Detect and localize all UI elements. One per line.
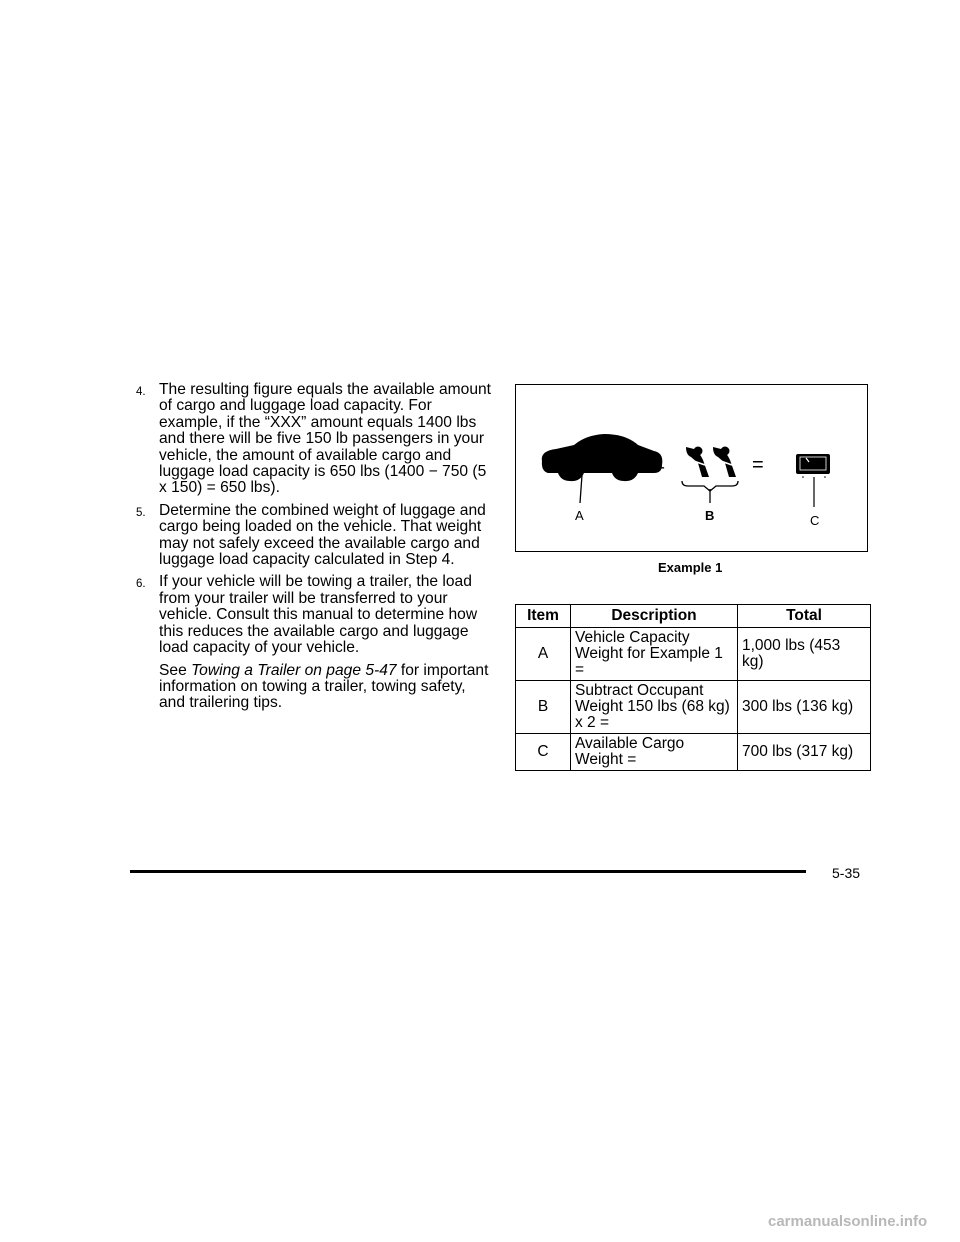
instructions-column — [136, 382, 492, 727]
equals-sign: = — [752, 454, 764, 476]
towing-reference-link[interactable]: Towing a Trailer on page 5-47 — [191, 661, 397, 679]
header-item: Item — [516, 605, 571, 628]
table-header-row — [516, 605, 871, 628]
label-b: B — [705, 508, 715, 523]
cargo-weight-table — [515, 604, 871, 771]
row-description: Subtract Occupant Weight 150 lbs (68 kg) x 2 = — [571, 681, 738, 734]
step-4 — [136, 382, 492, 497]
example-1-illustration — [515, 384, 868, 552]
row-total: 300 lbs (136 kg) — [738, 681, 871, 734]
see-suffix: for important information on towing a trailer, towing safety, and trailering tips. — [159, 661, 489, 712]
label-a: A — [575, 508, 584, 523]
row-description: Available Cargo Weight = — [571, 734, 738, 771]
step-number: 5. — [136, 506, 146, 519]
step-number: 6. — [136, 578, 146, 591]
seated-occupants-icon — [682, 447, 738, 504]
cargo-box-icon — [796, 454, 830, 507]
header-description: Description — [571, 605, 738, 628]
see-reference-paragraph — [136, 663, 492, 712]
step-text: Determine the combined weight of luggage and cargo being loaded on the vehicle. That weight may not safely exceed the available cargo and luggage load capacity calculated in Step 4. — [159, 501, 486, 569]
header-total: Total — [738, 605, 871, 628]
watermark: carmanualsonline.info — [768, 1213, 928, 1230]
row-total: 1,000 lbs (453 kg) — [738, 628, 871, 681]
step-5 — [136, 503, 492, 569]
row-item: C — [516, 734, 571, 771]
label-c: C — [810, 513, 820, 528]
row-description: Vehicle Capacity Weight for Example 1 = — [571, 628, 738, 681]
table-row — [516, 681, 871, 734]
step-number: 4. — [136, 386, 146, 398]
car-icon — [542, 434, 663, 503]
footer-rule — [130, 870, 806, 873]
row-item: B — [516, 681, 571, 734]
step-6 — [136, 574, 492, 656]
see-prefix: See — [159, 661, 192, 679]
row-total: 700 lbs (317 kg) — [738, 734, 871, 771]
row-item: A — [516, 628, 571, 681]
illustration-svg — [516, 385, 866, 550]
minus-sign: – — [653, 456, 665, 478]
table-row — [516, 734, 871, 771]
table-row — [516, 628, 871, 681]
page-number: 5-35 — [832, 865, 861, 881]
step-text: The resulting figure equals the available amount of cargo and luggage load capacity. For example, if the “XXX” amount equals 1400 lbs and there will be five 150 lb passengers in your vehicle, the amount of available cargo and luggage load capacity is 650 lbs (1400 − 750 (5 x 150) = 650 lbs). — [159, 381, 492, 497]
step-text: If your vehicle will be towing a trailer, the load from your trailer will be transferred to your vehicle. Consult this manual to determine how this reduces the available cargo and luggage load capacity of your vehicle. — [159, 573, 478, 657]
figure-caption: Example 1 — [658, 560, 723, 575]
